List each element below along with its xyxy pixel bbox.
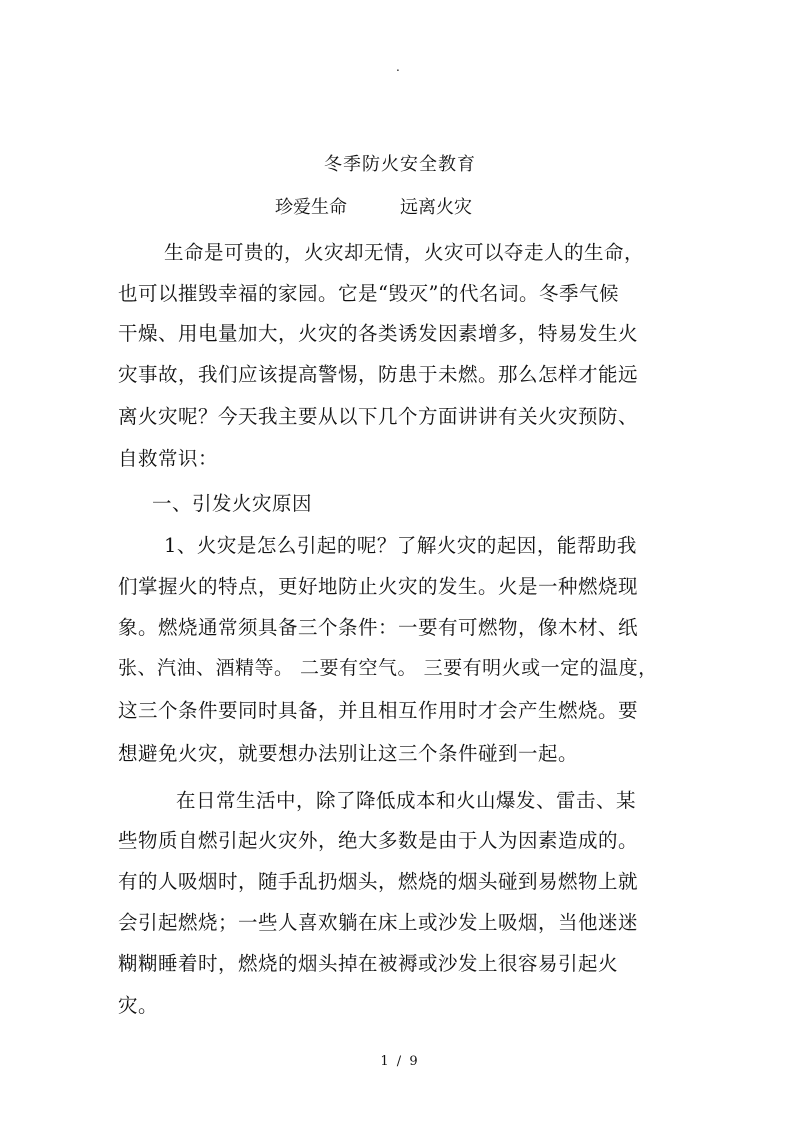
paragraph-3-line-5: 糊糊睡着时，燃烧的烟头掉在被褥或沙发上很容易引起火	[118, 952, 619, 975]
paragraph-3-line-6: 灾。	[118, 994, 159, 1017]
subtitle-left: 珍爱生命	[275, 197, 347, 218]
paragraph-3-line-3: 有的人吸烟时，随手乱扔烟头，燃烧的烟头碰到易燃物上就	[118, 870, 639, 893]
header-dot: .	[396, 60, 400, 74]
paragraph-1-line-1: 生命是可贵的，火灾却无情，火灾可以夺走人的生命，	[164, 241, 645, 264]
paragraph-2-line-2: 们掌握火的特点，更好地防止火灾的发生。火是一种燃烧现	[118, 575, 639, 598]
section-heading: 一、引发火灾原因	[152, 492, 313, 515]
page-indicator: 1 / 9	[380, 1054, 420, 1069]
paragraph-3-line-1: 在日常生活中，除了降低成本和火山爆发、雷击、某	[176, 789, 637, 812]
paragraph-1-line-5: 离火灾呢？今天我主要从以下几个方面讲讲有关火灾预防、	[118, 405, 639, 428]
paragraph-2-line-3: 象。燃烧通常须具备三个条件：一要有可燃物，像木材、纸	[118, 616, 639, 639]
paragraph-1-line-6: 自救常识：	[118, 447, 219, 470]
document-title: 冬季防火安全教育	[324, 154, 476, 175]
paragraph-1-line-4: 灾事故，我们应该提高警惕，防患于未燃。那么怎样才能远	[118, 363, 639, 386]
paragraph-3-line-4: 会引起燃烧；一些人喜欢躺在床上或沙发上吸烟，当他迷迷	[118, 911, 639, 934]
paragraph-2-line-1: 1、火灾是怎么引起的呢？了解火灾的起因，能帮助我	[164, 534, 637, 557]
subtitle-right: 远离火灾	[400, 197, 472, 218]
paragraph-3-line-2: 些物质自燃引起火灾外，绝大多数是由于人为因素造成的。	[118, 829, 639, 852]
paragraph-2-line-5: 这三个条件要同时具备，并且相互作用时才会产生燃烧。要	[118, 699, 639, 722]
paragraph-2-line-6: 想避免火灾，就要想办法别让这三个条件碰到一起。	[118, 742, 579, 765]
paragraph-1-line-2: 也可以摧毁幸福的家园。它是“毁灭”的代名词。冬季气候	[118, 282, 619, 305]
paragraph-1-line-3: 干燥、用电量加大，火灾的各类诱发因素增多，特易发生火	[118, 322, 639, 345]
paragraph-2-line-4: 张、汽油、酒精等。 二要有空气。 三要有明火或一定的温度，	[118, 657, 658, 679]
